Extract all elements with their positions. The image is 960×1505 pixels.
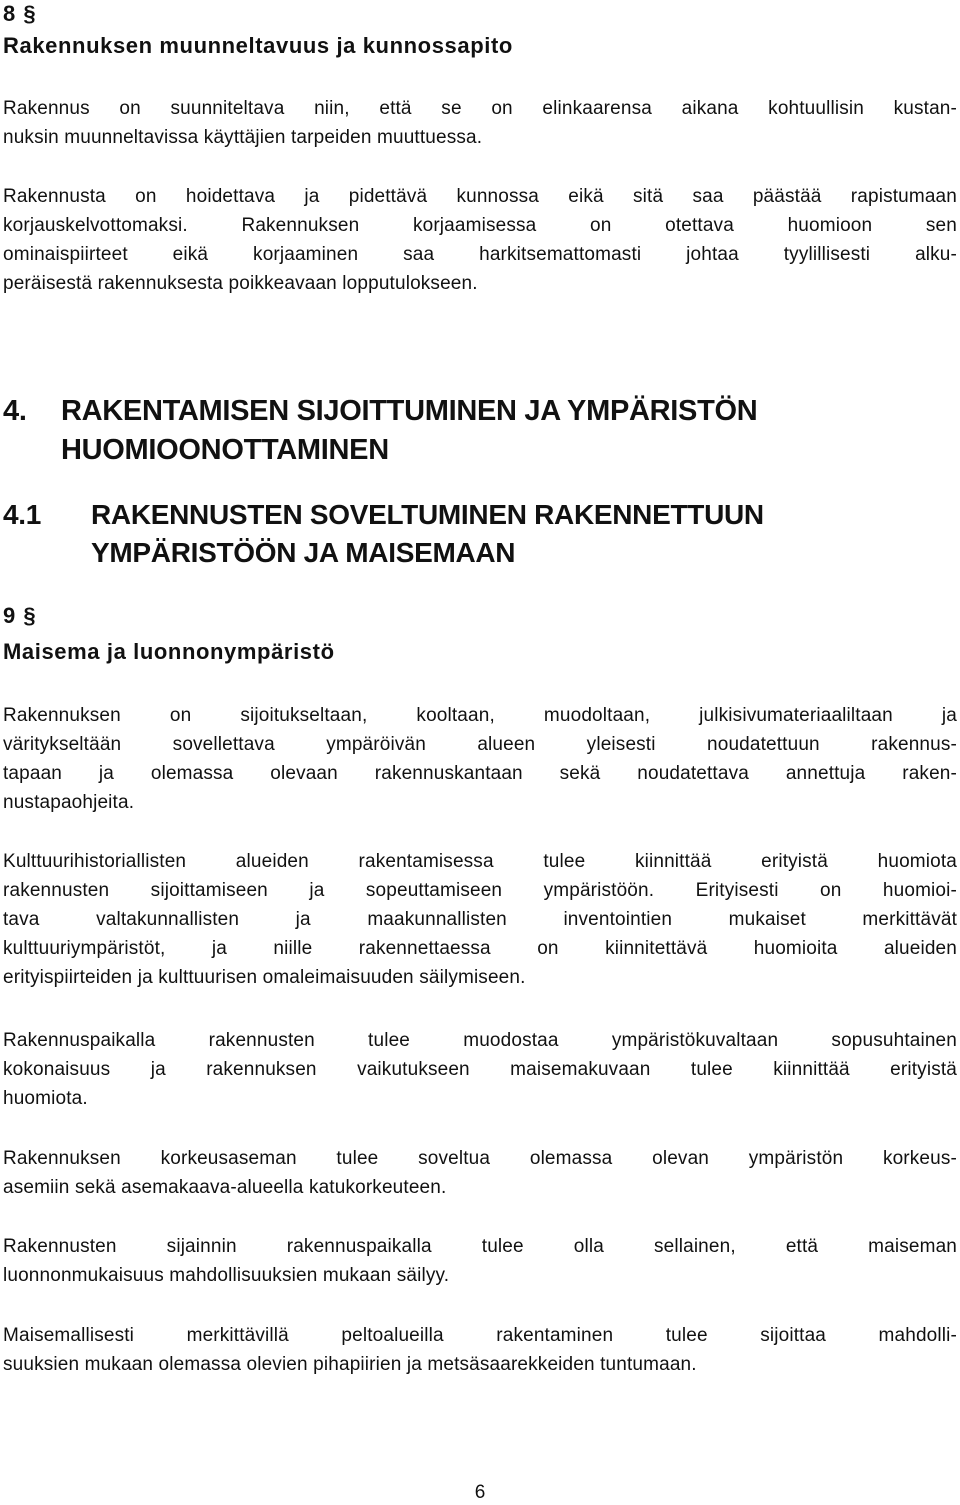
paragraph-line: Rakennuksen korkeusaseman tulee soveltua olemassa olevan ympäristön korkeus- bbox=[3, 1148, 957, 1169]
paragraph bbox=[3, 1321, 957, 1379]
paragraph-line: suuksien mukaan olemassa olevien pihapiirien ja metsäsaarekkeiden tuntumaan. bbox=[3, 1354, 697, 1375]
section-number: 8 § bbox=[3, 1, 37, 26]
paragraph-line: ominaispiirteet eikä korjaaminen saa harkitsemattomasti johtaa tyylillisesti alku- bbox=[3, 244, 957, 265]
paragraph bbox=[3, 94, 957, 152]
paragraph-line: nuksin muunneltavissa käyttäjien tarpeiden muuttuessa. bbox=[3, 127, 483, 148]
subchapter-title-line: YMPÄRISTÖÖN JA MAISEMAAN bbox=[91, 537, 516, 568]
paragraph-line: Kulttuurihistoriallisten alueiden rakentamisessa tulee kiinnittää erityistä huomiota bbox=[3, 851, 957, 872]
subchapter-heading bbox=[3, 496, 957, 572]
page-number: 6 bbox=[474, 1482, 486, 1503]
paragraph bbox=[3, 182, 957, 298]
paragraph-line: kokonaisuus ja rakennuksen vaikutukseen maisemakuvaan tulee kiinnittää erityistä bbox=[3, 1059, 957, 1080]
paragraph-line: väritykseltään sovellettava ympäröivän alueen yleisesti noudatettuun rakennus- bbox=[3, 734, 957, 755]
section-title: Rakennuksen muunneltavuus ja kunnossapito bbox=[3, 33, 513, 58]
paragraph-line: Rakennus on suunniteltava niin, että se on elinkaarensa aikana kohtuullisin kustan- bbox=[3, 98, 957, 119]
paragraph-line: peräisestä rakennuksesta poikkeavaan lopputulokseen. bbox=[3, 273, 478, 294]
section-number: 9 § bbox=[3, 603, 37, 628]
paragraph bbox=[3, 1232, 957, 1290]
paragraph-line: Rakennuksen on sijoitukseltaan, kooltaan, muodoltaan, julkisivumateriaaliltaan ja bbox=[3, 705, 957, 726]
paragraph-line: kulttuuriympäristöt, ja niille rakennettaessa on kiinnitettävä huomioita alueiden bbox=[3, 938, 957, 959]
chapter-title-line: HUOMIOONOTTAMINEN bbox=[61, 434, 389, 466]
paragraph-line: tapaan ja olemassa olevaan rakennuskantaan sekä noudatettava annettuja raken- bbox=[3, 763, 957, 784]
subchapter-number: 4.1 bbox=[3, 499, 42, 530]
paragraph-line: huomiota. bbox=[3, 1088, 88, 1109]
chapter-number: 4. bbox=[3, 395, 27, 427]
paragraph-line: Rakennusten sijainnin rakennuspaikalla tulee olla sellainen, että maiseman bbox=[3, 1236, 957, 1257]
paragraph-line: erityispiirteiden ja kulttuurisen omaleimaisuuden säilymiseen. bbox=[3, 967, 526, 988]
paragraph-line: asemiin sekä asemakaava-alueella katukorkeuteen. bbox=[3, 1177, 447, 1198]
subchapter-title-line: RAKENNUSTEN SOVELTUMINEN RAKENNETTUUN bbox=[91, 499, 764, 530]
paragraph-line: korjauskelvottomaksi. Rakennuksen korjaamisessa on otettava huomioon sen bbox=[3, 215, 957, 236]
paragraph-line: rakennusten sijoittamiseen ja sopeuttamiseen ympäristöön. Erityisesti on huomioi- bbox=[3, 880, 957, 901]
section-title: Maisema ja luonnonympäristö bbox=[3, 639, 335, 664]
chapter-heading bbox=[3, 392, 957, 470]
paragraph-line: luonnonmukaisuus mahdollisuuksien mukaan säilyy. bbox=[3, 1265, 450, 1286]
chapter-title-line: RAKENTAMISEN SIJOITTUMINEN JA YMPÄRISTÖN bbox=[61, 395, 758, 427]
paragraph-line: nustapaohjeita. bbox=[3, 792, 135, 813]
paragraph-line: Rakennuspaikalla rakennusten tulee muodostaa ympäristökuvaltaan sopusuhtainen bbox=[3, 1030, 957, 1051]
paragraph-line: Maisemallisesti merkittävillä peltoalueilla rakentaminen tulee sijoittaa mahdolli- bbox=[3, 1325, 957, 1346]
paragraph bbox=[3, 847, 957, 992]
paragraph bbox=[3, 1026, 957, 1113]
paragraph-line: Rakennusta on hoidettava ja pidettävä kunnossa eikä sitä saa päästää rapistumaan bbox=[3, 186, 957, 207]
paragraph-line: tava valtakunnallisten ja maakunnallisten inventointien mukaiset merkittävät bbox=[3, 909, 957, 930]
paragraph bbox=[3, 1144, 957, 1202]
paragraph bbox=[3, 701, 957, 817]
